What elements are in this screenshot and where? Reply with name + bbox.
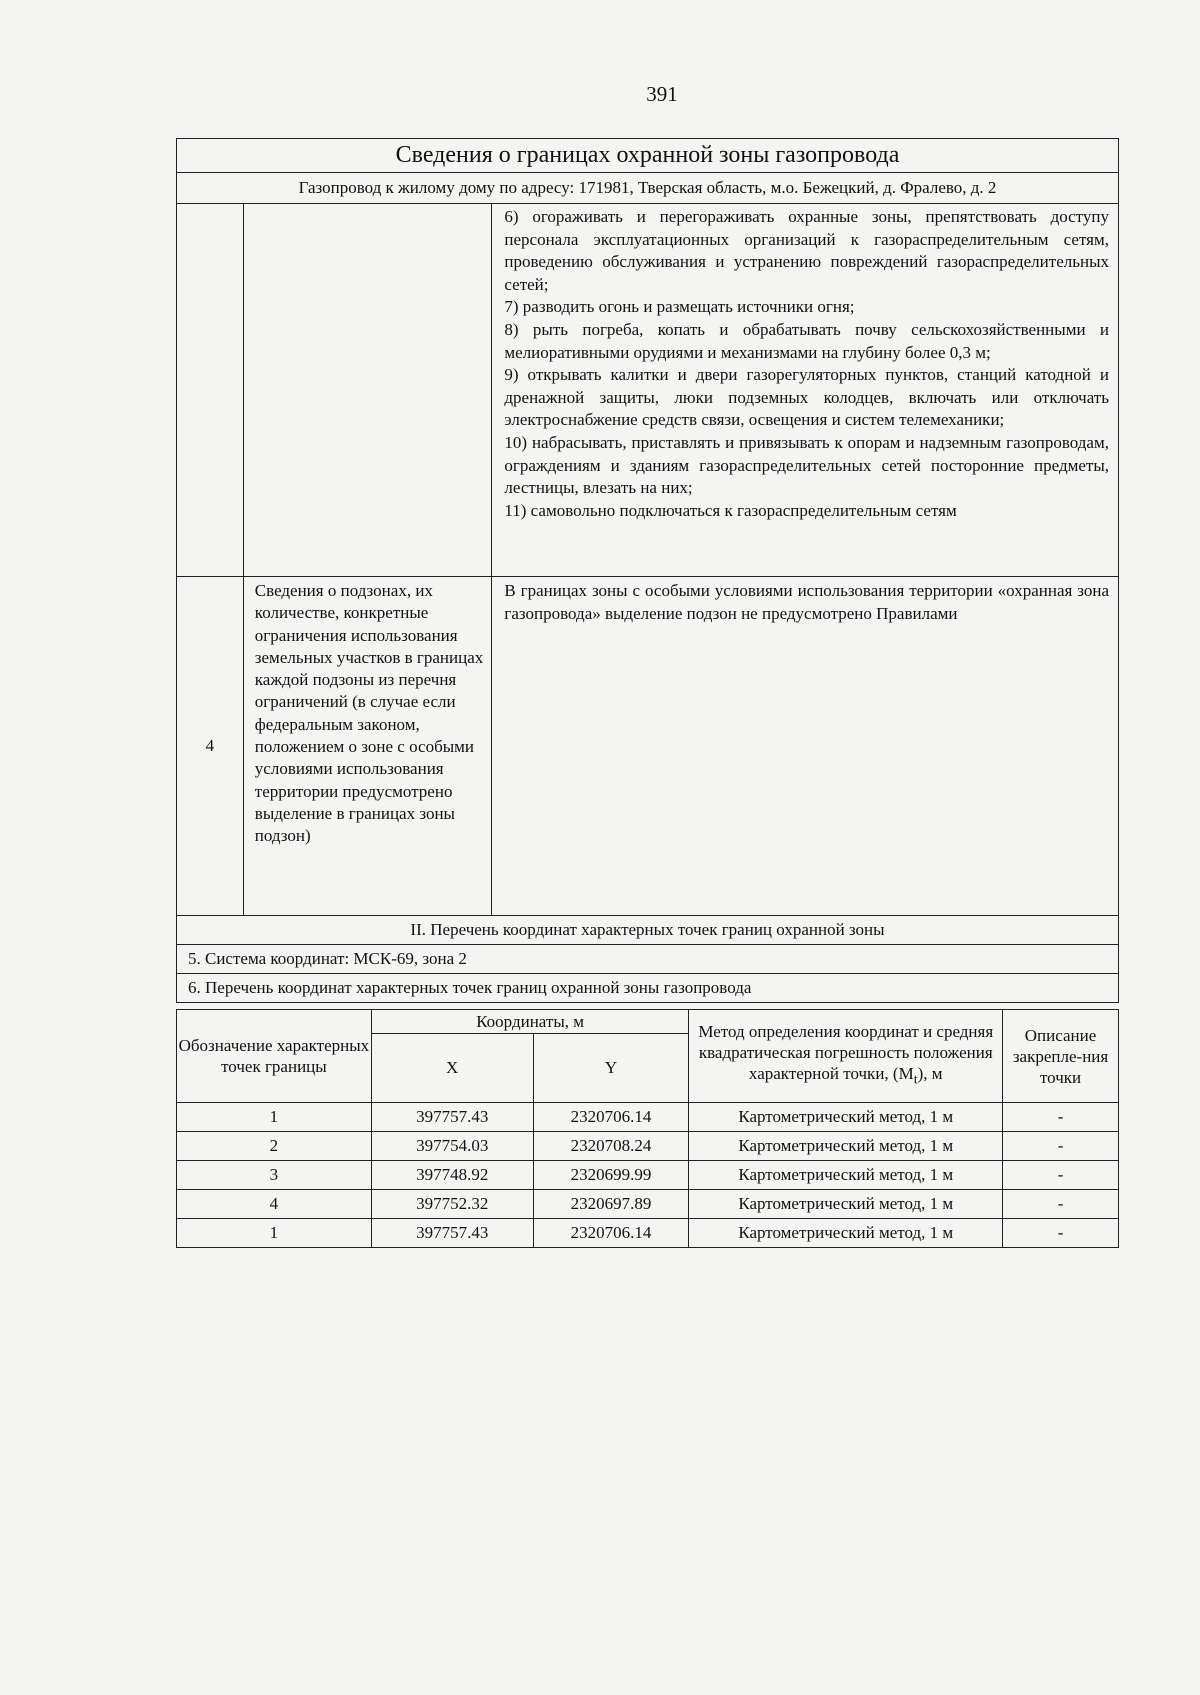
- page-number: 391: [646, 82, 678, 106]
- subzones-row: [177, 577, 1119, 916]
- subzones-label-cell: [243, 577, 492, 916]
- y-cell: 2320706.14: [533, 1103, 689, 1132]
- method-cell: Картометрический метод, 1 м: [689, 1103, 1003, 1132]
- restriction-item: 6) огораживать и перегораживать охранные зоны, препятствовать доступу персонала эксплуатационных организаций к газораспределительным сетям, проведению обслуживания и устранению повреждений газораспределительных сетей;: [504, 207, 1109, 294]
- subzones-label: Сведения о подзонах, их количестве, конкретные ограничения использования земельных участков в границах каждой подзоны из перечня ограничений (в случае если федеральным законом, положением о зоне с особыми условиями использования территории предусмотрено выделение в границах зоны подзон): [254, 581, 484, 846]
- method-cell: Картометрический метод, 1 м: [689, 1190, 1003, 1219]
- x-cell: 397754.03: [371, 1132, 533, 1161]
- col-header-y: Y: [533, 1034, 689, 1103]
- x-cell: 397752.32: [371, 1190, 533, 1219]
- method-cell: Картометрический метод, 1 м: [689, 1132, 1003, 1161]
- point-cell: 1: [177, 1103, 372, 1132]
- restriction-item: 11) самовольно подключаться к газораспределительным сетям: [504, 500, 957, 520]
- method-cell: Картометрический метод, 1 м: [689, 1161, 1003, 1190]
- y-cell: 2320708.24: [533, 1132, 689, 1161]
- point-cell: 3: [177, 1161, 372, 1190]
- table-row: [177, 1161, 1119, 1190]
- coordinate-list-title: 6. Перечень координат характерных точек границ охранной зоны газопровода: [177, 974, 1119, 1003]
- restriction-item: 8) рыть погреба, копать и обрабатывать почву сельскохозяйственными и мелиоративными орудиями и механизмами на глубину более 0,3 м;: [504, 319, 1109, 362]
- restriction-item: 10) набрасывать, приставлять и привязывать к опорам и надземным газопроводам, ограждениям и зданиям газораспределительных сетей посторонние предметы, лестницы, влезать на них;: [504, 432, 1109, 498]
- subzones-text: В границах зоны с особыми условиями использования территории «охранная зона газопровода» выделение подзон не предусмотрено Правилами: [504, 581, 1109, 623]
- y-cell: 2320697.89: [533, 1190, 689, 1219]
- restriction-item: 7) разводить огонь и размещать источники огня;: [504, 297, 855, 317]
- description-cell: -: [1003, 1161, 1119, 1190]
- restrictions-label-cell: [243, 204, 492, 577]
- description-cell: -: [1003, 1219, 1119, 1248]
- coordinates-table: [176, 1009, 1119, 1248]
- col-header-description: Описание закрепле-ния точки: [1003, 1010, 1119, 1103]
- description-cell: -: [1003, 1103, 1119, 1132]
- subzones-text-cell: [492, 577, 1119, 916]
- point-cell: 2: [177, 1132, 372, 1161]
- restriction-item: 9) открывать калитки и двери газорегуляторных пунктов, станций катодной и дренажной защиты, люки подземных колодцев, включать или отключать электроснабжение средств связи, освещения и систем телемеханики;: [504, 365, 1109, 430]
- gas-pipeline-address: Газопровод к жилому дому по адресу: 171981, Тверская область, м.о. Бежецкий, д. Фралево, д. 2: [177, 173, 1119, 204]
- x-cell: 397757.43: [371, 1219, 533, 1248]
- col-header-method: Метод определения координат и средняя квадратическая погрешность положения характерной точки, $(M_t)$, м: [689, 1010, 1003, 1103]
- y-cell: 2320706.14: [533, 1219, 689, 1248]
- y-cell: 2320699.99: [533, 1161, 689, 1190]
- document-title: Сведения о границах охранной зоны газопровода: [177, 139, 1119, 173]
- method-cell: Картометрический метод, 1 м: [689, 1219, 1003, 1248]
- restrictions-num-cell: [177, 204, 244, 577]
- table-row: [177, 1219, 1119, 1248]
- col-header-coordinates: Координаты, м: [371, 1010, 689, 1034]
- point-cell: 1: [177, 1219, 372, 1248]
- zone-info-table: [176, 138, 1119, 1003]
- description-cell: -: [1003, 1190, 1119, 1219]
- col-header-x: X: [371, 1034, 533, 1103]
- description-cell: -: [1003, 1132, 1119, 1161]
- row-number: 4: [177, 577, 244, 916]
- x-cell: 397757.43: [371, 1103, 533, 1132]
- col-header-point: Обозначение характерных точек границы: [177, 1010, 372, 1103]
- restrictions-cell: [492, 204, 1119, 577]
- coordinate-system: 5. Система координат: МСК-69, зона 2: [177, 945, 1119, 974]
- section-2-title: II. Перечень координат характерных точек границ охранной зоны: [177, 916, 1119, 945]
- table-row: [177, 1103, 1119, 1132]
- table-row: [177, 1190, 1119, 1219]
- point-cell: 4: [177, 1190, 372, 1219]
- x-cell: 397748.92: [371, 1161, 533, 1190]
- restrictions-row: [177, 204, 1119, 577]
- table-row: [177, 1132, 1119, 1161]
